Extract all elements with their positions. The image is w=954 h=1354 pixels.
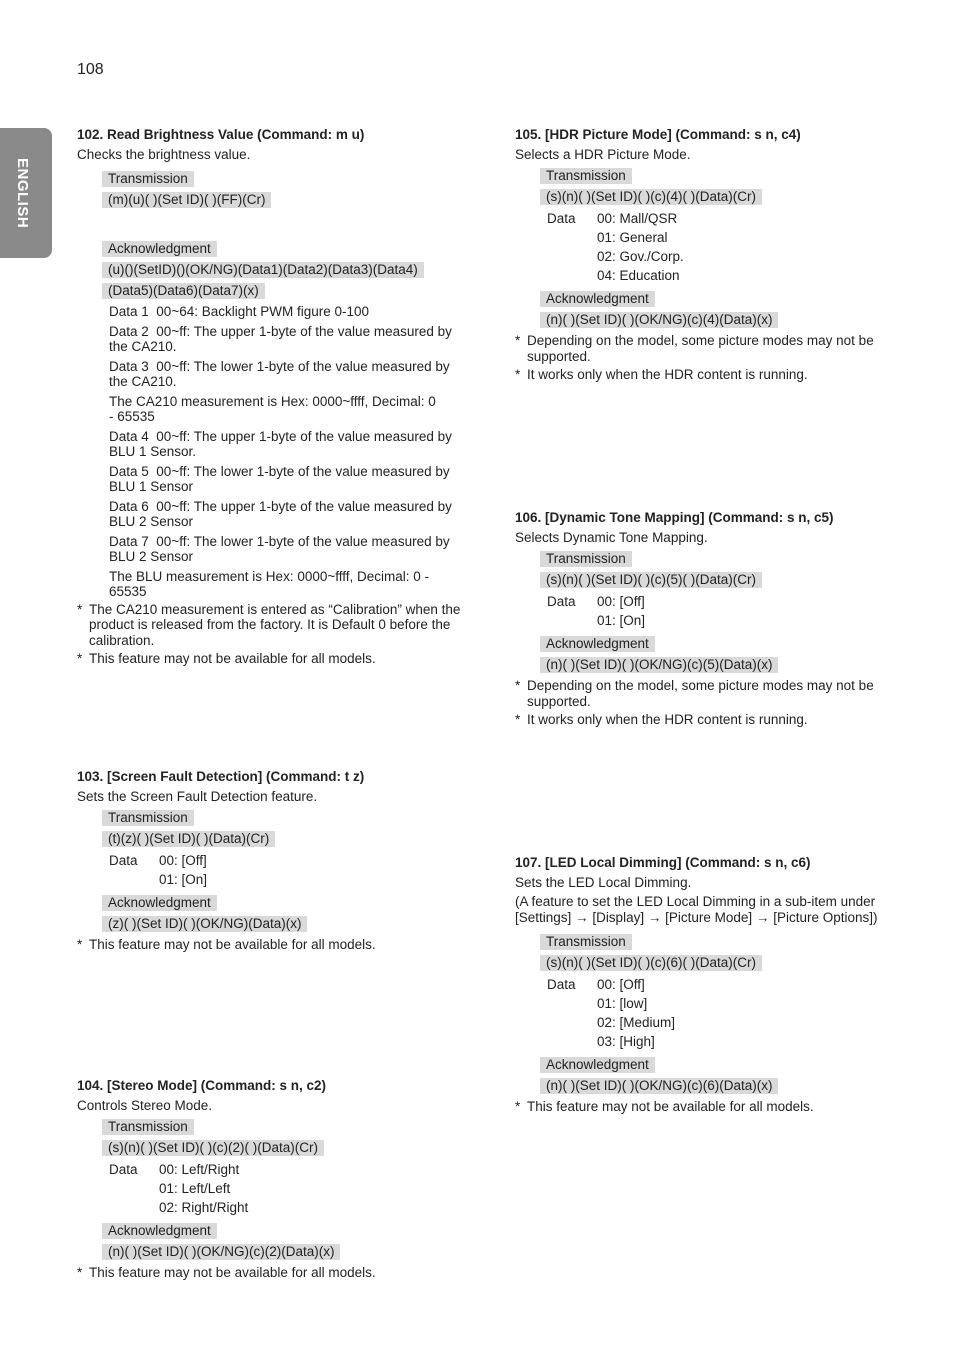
section-desc: Selects Dynamic Tone Mapping. bbox=[515, 530, 708, 545]
data-value: 00~ff: The upper 1-byte of the value measured by the CA210. bbox=[109, 323, 452, 354]
page-number: 108 bbox=[77, 61, 104, 78]
data-option: 02: Gov./Corp. bbox=[597, 249, 684, 264]
arrow-right-icon: → bbox=[755, 910, 770, 925]
section-title: 106. [Dynamic Tone Mapping] (Command: s n, c5) bbox=[515, 510, 834, 525]
ack-label: Acknowledgment bbox=[102, 895, 217, 911]
section-title: 103. [Screen Fault Detection] (Command: t z) bbox=[77, 769, 365, 784]
data-label: Data bbox=[547, 594, 576, 609]
section-desc: Checks the brightness value. bbox=[77, 147, 251, 162]
data-option: 00: Left/Right bbox=[159, 1162, 240, 1177]
section-104 bbox=[77, 1078, 467, 1284]
ca210-note: The CA210 measurement is Hex: 0000~ffff, Decimal: 0 - 65535 bbox=[109, 393, 436, 424]
section-desc: Sets the LED Local Dimming. bbox=[515, 875, 692, 890]
section-desc-detail: (A feature to set the LED Local Dimming in a sub-item under bbox=[515, 894, 876, 909]
data-option: 01: [On] bbox=[597, 613, 646, 628]
transmission-value: (m)(u)( )(Set ID)( )(FF)(Cr) bbox=[102, 192, 271, 208]
language-tab bbox=[0, 128, 52, 258]
data-option: 01: [On] bbox=[159, 872, 208, 887]
menu-path-picture-mode: [Picture Mode] bbox=[665, 910, 753, 925]
section-title: 104. [Stereo Mode] (Command: s n, c2) bbox=[77, 1078, 327, 1093]
data-key: Data 7 bbox=[109, 533, 149, 549]
data-value: 00~ff: The upper 1-byte of the value measured by BLU 2 Sensor bbox=[109, 498, 452, 529]
section-102 bbox=[77, 127, 467, 670]
footnote: * This feature may not be available for all models. bbox=[77, 1265, 376, 1280]
ack-value-line2: (Data5)(Data6)(Data7)(x) bbox=[102, 283, 265, 299]
data-option: 02: Right/Right bbox=[159, 1200, 249, 1215]
ack-value-line1: (u)()(SetID)()(OK/NG)(Data1)(Data2)(Data3)(Data4) bbox=[102, 262, 424, 278]
menu-path bbox=[515, 910, 915, 926]
section-desc: Sets the Screen Fault Detection feature. bbox=[77, 789, 318, 804]
transmission-label: Transmission bbox=[102, 171, 194, 187]
section-title: 107. [LED Local Dimming] (Command: s n, c6) bbox=[515, 855, 811, 870]
data-option: 01: Left/Left bbox=[159, 1181, 231, 1196]
transmission-label: Transmission bbox=[540, 934, 632, 950]
section-103 bbox=[77, 769, 467, 956]
language-tab-label: ENGLISH bbox=[14, 158, 31, 229]
data-option: 00: [Off] bbox=[597, 594, 645, 609]
section-106 bbox=[515, 510, 905, 731]
ack-value: (n)( )(Set ID)( )(OK/NG)(c)(5)(Data)(x) bbox=[540, 657, 778, 673]
data-label: Data bbox=[547, 977, 576, 992]
data-option: 00: [Off] bbox=[597, 977, 645, 992]
menu-path-settings: [Settings] bbox=[515, 910, 572, 925]
section-105 bbox=[515, 127, 905, 386]
data-option: 00: [Off] bbox=[159, 853, 207, 868]
data-value: 00~ff: The lower 1-byte of the value measured by BLU 1 Sensor bbox=[109, 463, 450, 494]
footnote: * This feature may not be available for all models. bbox=[515, 1099, 814, 1114]
section-107 bbox=[515, 855, 915, 1118]
data-label: Data bbox=[109, 853, 138, 868]
footnote: * Depending on the model, some picture modes may not be supported. bbox=[515, 678, 874, 709]
ack-value: (n)( )(Set ID)( )(OK/NG)(c)(6)(Data)(x) bbox=[540, 1078, 778, 1094]
data-table bbox=[547, 592, 905, 630]
data-option: 01: [low] bbox=[597, 996, 648, 1011]
footnote: * It works only when the HDR content is running. bbox=[515, 367, 808, 382]
data-value: 00~ff: The lower 1-byte of the value measured by the CA210. bbox=[109, 358, 450, 389]
data-key: Data 5 bbox=[109, 463, 149, 479]
ack-label: Acknowledgment bbox=[102, 241, 217, 257]
footnote: * Depending on the model, some picture modes may not be supported. bbox=[515, 333, 874, 364]
ack-value: (n)( )(Set ID)( )(OK/NG)(c)(2)(Data)(x) bbox=[102, 1244, 340, 1260]
data-option: 01: General bbox=[597, 230, 668, 245]
footnote: * The CA210 measurement is entered as “Calibration” when the product is released from the factory. It is Default 0 before the calibration. bbox=[77, 601, 461, 648]
footnote: * This feature may not be available for all models. bbox=[77, 937, 376, 952]
transmission-value: (s)(n)( )(Set ID)( )(c)(2)( )(Data)(Cr) bbox=[102, 1140, 324, 1156]
ack-value: (n)( )(Set ID)( )(OK/NG)(c)(4)(Data)(x) bbox=[540, 312, 778, 328]
transmission-value: (s)(n)( )(Set ID)( )(c)(4)( )(Data)(Cr) bbox=[540, 189, 762, 205]
section-desc: Controls Stereo Mode. bbox=[77, 1098, 213, 1113]
ack-label: Acknowledgment bbox=[102, 1223, 217, 1239]
transmission-label: Transmission bbox=[102, 1119, 194, 1135]
transmission-label: Transmission bbox=[102, 810, 194, 826]
data-key: Data 6 bbox=[109, 498, 149, 514]
data-value: 00~64: Backlight PWM figure 0-100 bbox=[156, 304, 370, 319]
data-value: 00~ff: The lower 1-byte of the value measured by BLU 2 Sensor bbox=[109, 533, 450, 564]
transmission-value: (s)(n)( )(Set ID)( )(c)(6)( )(Data)(Cr) bbox=[540, 955, 762, 971]
ack-label: Acknowledgment bbox=[540, 1057, 655, 1073]
data-table bbox=[547, 209, 905, 285]
data-label: Data bbox=[109, 1162, 138, 1177]
transmission-label: Transmission bbox=[540, 168, 632, 184]
data-table bbox=[109, 1160, 467, 1217]
data-option: 00: Mall/QSR bbox=[597, 211, 678, 226]
section-desc: Selects a HDR Picture Mode. bbox=[515, 147, 691, 162]
data-option: 03: [High] bbox=[597, 1034, 655, 1049]
transmission-value: (t)(z)( )(Set ID)( )(Data)(Cr) bbox=[102, 831, 275, 847]
data-option: 04: Education bbox=[597, 268, 680, 283]
menu-path-display: [Display] bbox=[592, 910, 645, 925]
data-value: 00~ff: The upper 1-byte of the value measured by BLU 1 Sensor. bbox=[109, 428, 452, 459]
section-title: 105. [HDR Picture Mode] (Command: s n, c4) bbox=[515, 127, 801, 142]
transmission-value: (s)(n)( )(Set ID)( )(c)(5)( )(Data)(Cr) bbox=[540, 572, 762, 588]
data-table bbox=[109, 851, 467, 889]
data-key: Data 3 bbox=[109, 358, 149, 374]
ack-label: Acknowledgment bbox=[540, 636, 655, 652]
menu-path-picture-options: [Picture Options]) bbox=[773, 910, 878, 925]
blu-note: The BLU measurement is Hex: 0000~ffff, Decimal: 0 - 65535 bbox=[109, 568, 430, 599]
footnote: * It works only when the HDR content is running. bbox=[515, 712, 808, 727]
footnote: * This feature may not be available for all models. bbox=[77, 651, 376, 666]
data-key: Data 4 bbox=[109, 428, 149, 444]
ack-value: (z)( )(Set ID)( )(OK/NG)(Data)(x) bbox=[102, 916, 307, 932]
transmission-label: Transmission bbox=[540, 551, 632, 567]
data-key: Data 2 bbox=[109, 323, 149, 339]
arrow-right-icon: → bbox=[647, 910, 662, 925]
data-key: Data 1 bbox=[109, 304, 149, 319]
arrow-right-icon: → bbox=[575, 910, 589, 925]
data-option: 02: [Medium] bbox=[597, 1015, 676, 1030]
ack-label: Acknowledgment bbox=[540, 291, 655, 307]
section-title: 102. Read Brightness Value (Command: m u) bbox=[77, 127, 365, 142]
data-label: Data bbox=[547, 211, 576, 226]
data-table bbox=[547, 975, 915, 1051]
